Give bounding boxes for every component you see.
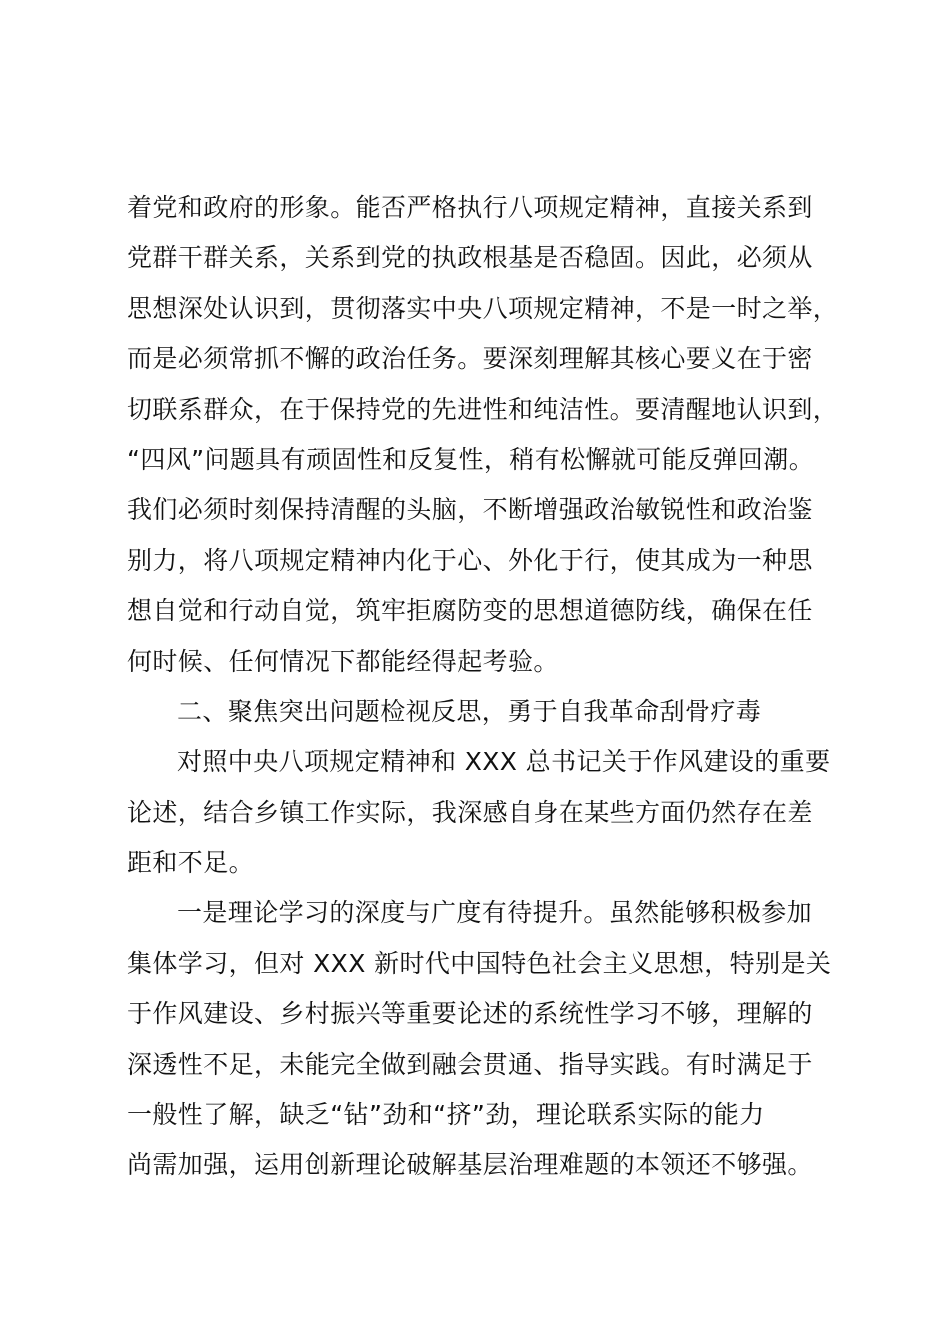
text-line: 别力，将八项规定精神内化于心、外化于行，使其成为一种思	[127, 545, 813, 575]
paragraph-start-line: 对照中央八项规定精神和 XXX 总书记关于作风建设的重要	[177, 747, 831, 777]
text-line: 着党和政府的形象。能否严格执行八项规定精神，直接关系到	[127, 193, 813, 222]
text-line: 想自觉和行动自觉，筑牢拒腐防变的思想道德防线，确保在任	[127, 596, 813, 626]
text-line: 于作风建设、乡村振兴等重要论述的系统性学习不够，理解的	[127, 999, 813, 1029]
text-line: 何时候、任何情况下都能经得起考验。	[127, 646, 559, 676]
text-line: 切联系群众，在于保持党的先进性和纯洁性。要清醒地认识到，	[127, 394, 839, 424]
text-line: 距和不足。	[127, 848, 255, 878]
text-line: 我们必须时刻保持清醒的头脑，不断增强政治敏锐性和政治鉴	[127, 495, 813, 525]
paragraph-start-line: 一是理论学习的深度与广度有待提升。虽然能够积极参加	[177, 898, 813, 928]
text-line: 论述，结合乡镇工作实际，我深感自身在某些方面仍然存在差	[127, 797, 813, 827]
section-heading: 二、聚焦突出问题检视反思，勇于自我革命刮骨疗毒	[177, 696, 762, 726]
text-line: 思想深处认识到，贯彻落实中央八项规定精神，不是一时之举，	[127, 293, 839, 323]
text-line: “四风”问题具有顽固性和反复性，稍有松懈就可能反弹回潮。	[127, 444, 815, 474]
text-line: 而是必须常抓不懈的政治任务。要深刻理解其核心要义在于密	[127, 344, 813, 374]
text-line: 一般性了解，缺乏“钻”劲和“挤”劲，理论联系实际的能力	[127, 1100, 765, 1130]
text-line: 深透性不足，未能完全做到融会贯通、指导实践。有时满足于	[127, 1049, 813, 1079]
text-line: 集体学习，但对 XXX 新时代中国特色社会主义思想，特别是关	[127, 948, 832, 978]
body-text	[127, 183, 847, 1191]
text-line: 党群干群关系，关系到党的执政根基是否稳固。因此，必须从	[127, 243, 813, 273]
text-line: 尚需加强，运用创新理论破解基层治理难题的本领还不够强。	[127, 1150, 813, 1180]
